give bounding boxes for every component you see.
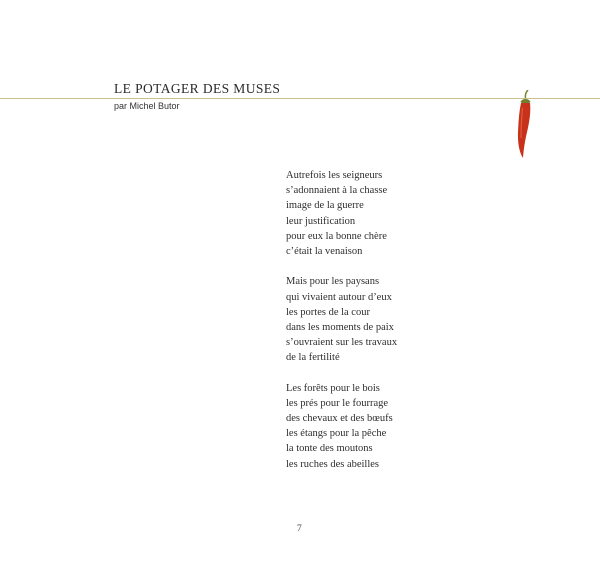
poem-stanza-3 <box>286 381 506 472</box>
poem-line: de la fertilité <box>286 352 340 364</box>
poem-line: les prés pour le fourrage <box>286 397 389 409</box>
poem-line: pour eux la bonne chère <box>286 230 387 242</box>
poem-line: Mais pour les paysans <box>286 276 380 288</box>
pepper-cap <box>521 99 531 104</box>
pepper-stem <box>525 90 528 98</box>
pepper-body <box>518 103 530 158</box>
author-byline: par Michel Butor <box>114 101 180 111</box>
poem-line: Les forêts pour le bois <box>286 382 380 394</box>
poem-line: leur justification <box>286 215 356 227</box>
poem-line: les portes de la cour <box>286 306 370 318</box>
poem-stanza-1 <box>286 168 506 259</box>
page-number: 7 <box>297 524 302 534</box>
poem-line: dans les moments de paix <box>286 321 394 333</box>
poem-stanza-2 <box>286 274 506 365</box>
poem <box>286 168 506 487</box>
poem-line: la tonte des moutons <box>286 443 373 455</box>
poem-line: les étangs pour la pêche <box>286 428 387 440</box>
poem-line: image de la guerre <box>286 200 364 212</box>
poem-line: c’était la venaison <box>286 245 363 257</box>
page-title: LE POTAGER DES MUSES <box>114 81 281 96</box>
poem-line: qui vivaient autour d’eux <box>286 291 392 303</box>
chili-pepper-icon <box>510 90 540 165</box>
poem-line: Autrefois les seigneurs <box>286 170 383 181</box>
poem-line: s’adonnaient à la chasse <box>286 185 388 197</box>
poem-line: des chevaux et des bœufs <box>286 413 393 424</box>
poem-line: les ruches des abeilles <box>286 458 380 470</box>
poem-line: s’ouvraient sur les travaux <box>286 337 398 349</box>
